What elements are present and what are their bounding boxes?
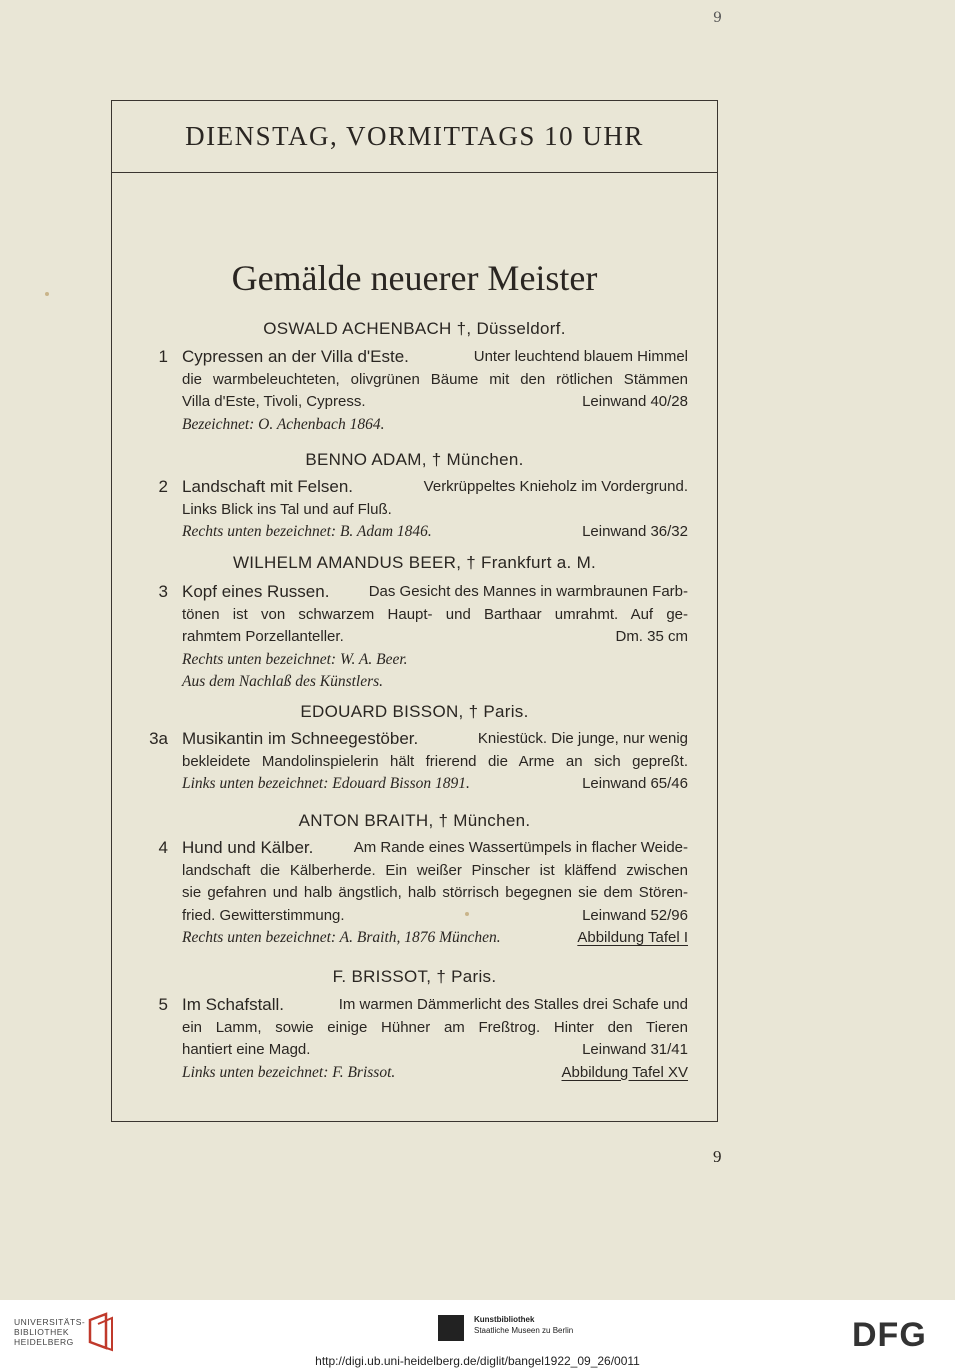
entry-text: fried. Gewitterstimmung. [182, 906, 345, 924]
section-title: Gemälde neuerer Meister [231, 258, 598, 298]
plate-reference: Abbildung Tafel I [577, 929, 688, 946]
uni-line: HEIDELBERG [14, 1337, 74, 1347]
paper-spot [465, 912, 469, 916]
entry-title: Musikantin im Schneegestöber. [182, 729, 419, 748]
kunstbibliothek-credit [474, 1314, 573, 1336]
entry-medium: Leinwand 65/46 [582, 775, 688, 792]
artist-heading: OSWALD ACHENBACH †, Düsseldorf. [263, 319, 566, 338]
entry-text: tönen ist von schwarzem Haupt- und Barthaar umrahmt. Auf ge- [182, 605, 688, 623]
entry-title: Im Schafstall. [182, 995, 285, 1014]
entry-title: Cypressen an der Villa d'Este. [182, 347, 409, 366]
university-crest-icon [86, 1312, 114, 1352]
entry-text: Kniestück. Die junge, nur wenig [477, 730, 688, 747]
artist-heading: EDOUARD BISSON, † Paris. [300, 702, 529, 721]
entry-medium: Leinwand 40/28 [582, 393, 688, 410]
entry-text: sie gefahren und halb ängstlich, halb störrisch begegnen sie dem Stören- [182, 884, 688, 901]
lot-number: 3 [158, 582, 168, 601]
entry-title: Kopf eines Russen. [182, 582, 330, 601]
paper-spot [45, 292, 49, 296]
lot-number: 2 [158, 477, 168, 496]
entry-text: Verkrüppeltes Knieholz im Vordergrund. [423, 478, 688, 495]
plate-reference: Abbildung Tafel XV [561, 1063, 688, 1081]
kb-line: Staatliche Museen zu Berlin [474, 1326, 574, 1335]
entry-medium: Leinwand 36/32 [582, 523, 688, 540]
entry-text: hantiert eine Magd. [182, 1041, 311, 1058]
catalog-frame [111, 100, 718, 1122]
lot-number: 4 [158, 838, 168, 857]
entry-text: Unter leuchtend blauem Himmel [473, 348, 688, 365]
entry-signature: Links unten bezeichnet: Edouard Bisson 1891. [182, 775, 470, 792]
entry-signature: Links unten bezeichnet: F. Brissot. [182, 1063, 396, 1081]
uni-line: UNIVERSITÄTS- [14, 1317, 86, 1327]
entry-text: rahmtem Porzellanteller. [182, 628, 344, 645]
entry-signature: Bezeichnet: O. Achenbach 1864. [182, 415, 385, 433]
university-library-logo-text [14, 1317, 85, 1347]
kb-line: Kunstbibliothek [474, 1315, 535, 1324]
uni-line: BIBLIOTHEK [14, 1327, 70, 1337]
artist-heading: ANTON BRAITH, † München. [298, 811, 531, 830]
entry-text: die warmbeleuchteten, olivgrünen Bäume mit den rötlichen Stämmen [182, 370, 688, 388]
entry-provenance: Aus dem Nachlaß des Künstlers. [182, 673, 384, 690]
entry-title: Landschaft mit Felsen. [182, 477, 354, 496]
entry-text: Im warmen Dämmerlicht des Stalles drei Schafe und [338, 996, 688, 1013]
entry-medium: Dm. 35 cm [615, 628, 688, 645]
entry-signature: Rechts unten bezeichnet: W. A. Beer. [182, 650, 408, 668]
entry-medium: Leinwand 52/96 [582, 906, 688, 924]
entry-text: bekleidete Mandolinspielerin hält frierend die Arme an sich gepreßt. [182, 752, 688, 770]
entry-text: Am Rande eines Wassertümpels in flacher Weide- [353, 839, 688, 856]
session-header: DIENSTAG, VORMITTAGS 10 UHR [112, 101, 717, 173]
lot-number: 5 [158, 995, 168, 1014]
entry-text: Links Blick ins Tal und auf Fluß. [182, 500, 392, 518]
entry-signature: Rechts unten bezeichnet: B. Adam 1846. [182, 523, 432, 540]
artist-heading: WILHELM AMANDUS BEER, † Frankfurt a. M. [232, 553, 597, 572]
entry-text: Villa d'Este, Tivoli, Cypress. [182, 393, 366, 410]
lot-number: 1 [158, 347, 168, 366]
top-page-mark: 9 [713, 10, 722, 26]
dfg-logo: DFG [852, 1316, 927, 1354]
entry-title: Hund und Kälber. [182, 838, 314, 857]
page-number: 9 [713, 1147, 722, 1166]
kunstbibliothek-logo-icon [438, 1315, 464, 1341]
entry-text: ein Lamm, sowie einige Hühner am Freßtrog. Hinter den Tieren [182, 1018, 688, 1036]
entry-text: Das Gesicht des Mannes in warmbraunen Farb- [368, 583, 688, 600]
entry-text: landschaft die Kälberherde. Ein weißer Pinscher ist kläffend zwischen [182, 861, 688, 879]
artist-heading: BENNO ADAM, † München. [305, 450, 524, 469]
entry-signature: Rechts unten bezeichnet: A. Braith, 1876 München. [182, 929, 501, 946]
lot-number: 3a [149, 729, 168, 748]
source-url-link[interactable]: http://digi.ub.uni-heidelberg.de/diglit/bangel1922_09_26/0011 [315, 1354, 640, 1368]
artist-heading: F. BRISSOT, † Paris. [332, 967, 497, 986]
entry-medium: Leinwand 31/41 [582, 1041, 688, 1058]
